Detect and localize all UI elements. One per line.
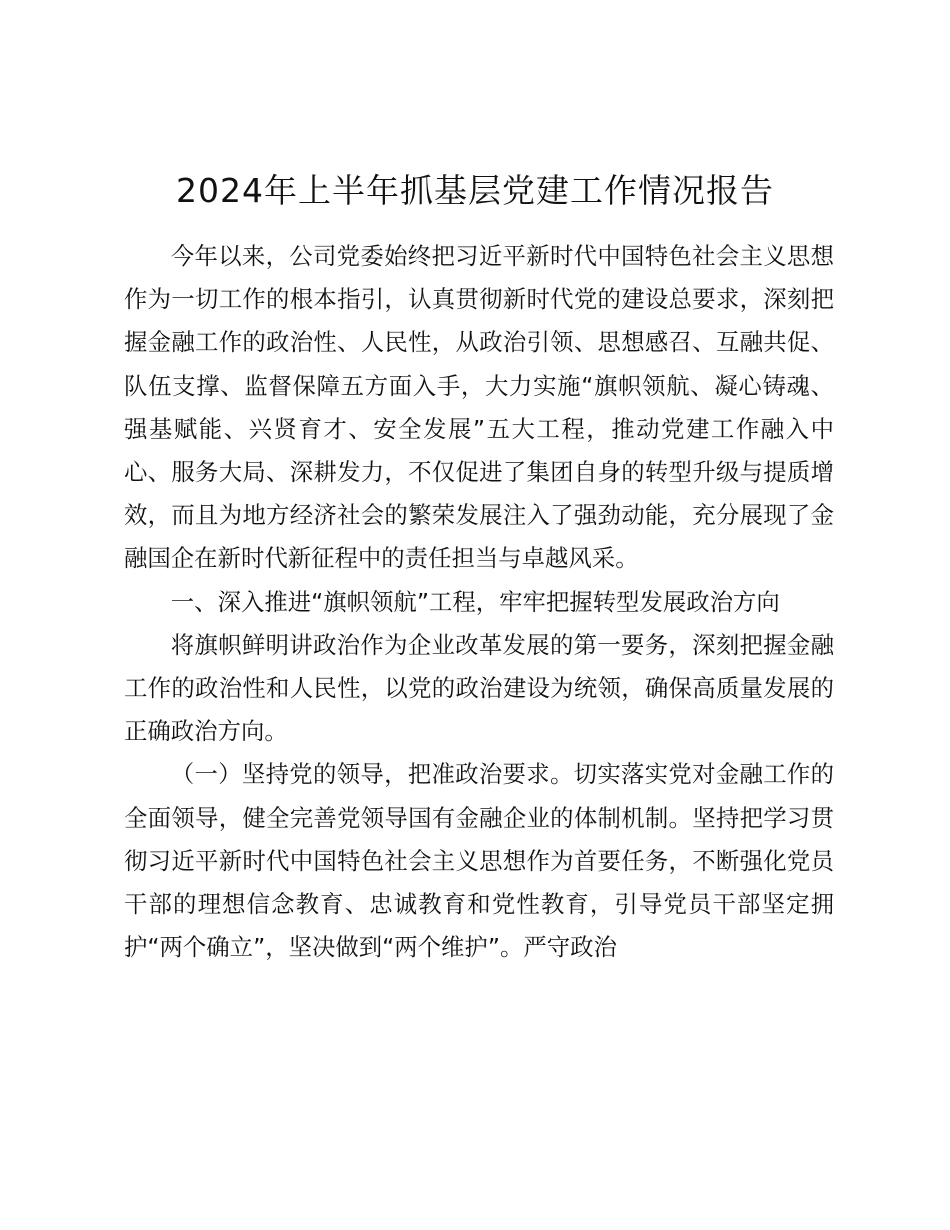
subsection-1-paragraph: （一）坚持党的领导，把准政治要求。切实落实党对金融工作的全面领导，健全完善党领导国有金融企业的体制机制。坚持把学习贯彻习近平新时代中国特色社会主义思想作为首要任务，不断强化党员干部的理想信念教育、忠诚教育和党性教育，引导党员干部坚定拥护“两个确立”，坚决做到“两个维护”。严守政治 xyxy=(124,760,834,962)
document-body xyxy=(124,235,834,969)
intro-paragraph: 今年以来，公司党委始终把习近平新时代中国特色社会主义思想作为一切工作的根本指引，认真贯彻新时代党的建设总要求，深刻把握金融工作的政治性、人民性，从政治引领、思想感召、互融共促、队伍支撑、监督保障五方面入手，大力实施“旗帜领航、凝心铸魂、强基赋能、兴贤育才、安全发展”五大工程，推动党建工作融入中心、服务大局、深耕发力，不仅促进了集团自身的转型升级与提质增效，而且为地方经济社会的繁荣发展注入了强劲动能，充分展现了金融国企在新时代新征程中的责任担当与卓越风采。 xyxy=(124,242,834,573)
document-title: 2024年上半年抓基层党建工作情况报告 xyxy=(176,171,774,210)
section-heading-1: 一、深入推进“旗帜领航”工程，牢牢把握转型发展政治方向 xyxy=(170,587,780,616)
section-1-paragraph: 将旗帜鲜明讲政治作为企业改革发展的第一要务，深刻把握金融工作的政治性和人民性，以党的政治建设为统领，确保高质量发展的正确政治方向。 xyxy=(124,630,834,746)
